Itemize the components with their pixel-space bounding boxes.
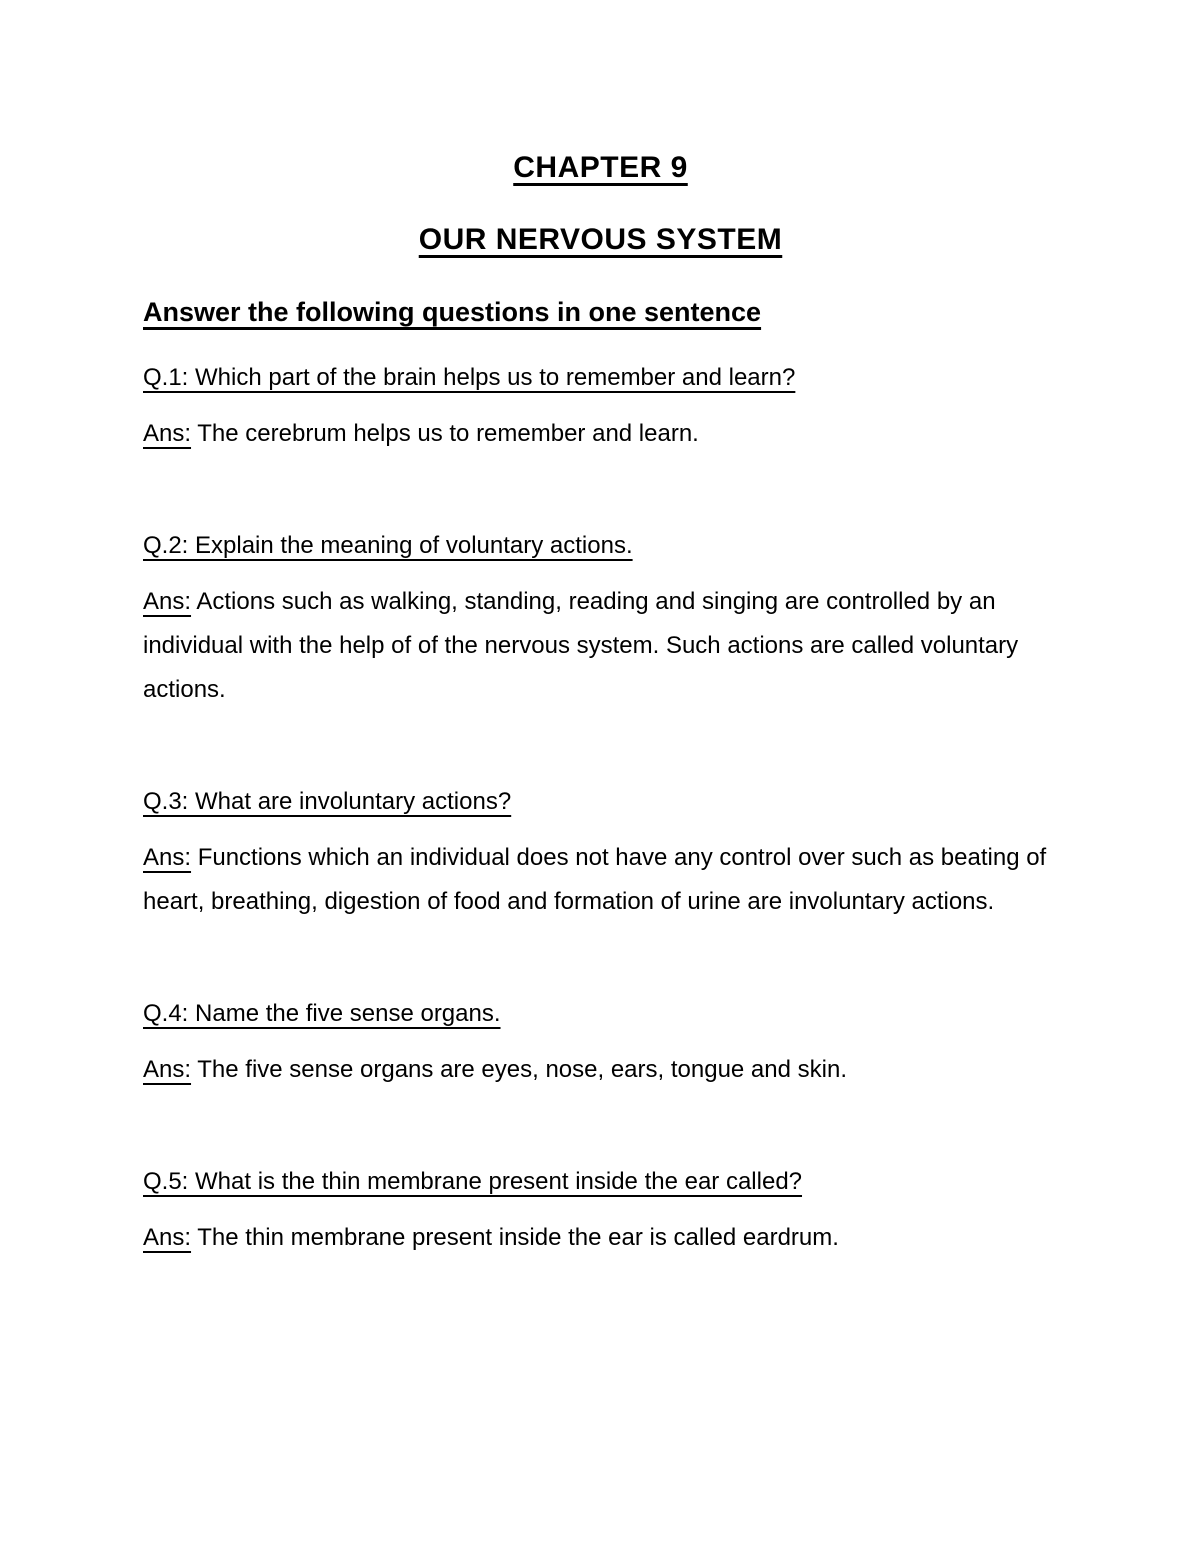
qa-block-3 bbox=[143, 780, 1058, 924]
answer-label: Ans: bbox=[143, 588, 192, 615]
answer-body: Actions such as walking, standing, reading and singing are controlled by an individual with the help of of the nervous system. Such actions are called voluntary actions. bbox=[143, 588, 1019, 703]
question-text: Q.5: What is the thin membrane present inside the ear called? bbox=[143, 1168, 803, 1195]
answer-text bbox=[143, 836, 1058, 924]
document-title: OUR NERVOUS SYSTEM bbox=[418, 223, 783, 256]
answer-body: The thin membrane present inside the ear is called eardrum. bbox=[197, 1224, 839, 1251]
answer-text bbox=[143, 412, 1058, 456]
answer-label: Ans: bbox=[143, 420, 192, 447]
answer-body: Functions which an individual does not have any control over such as beating of heart, breathing, digestion of food and formation of urine are involuntary actions. bbox=[143, 844, 1047, 915]
answer-label: Ans: bbox=[143, 844, 192, 871]
qa-list bbox=[143, 356, 1058, 1260]
qa-block-1 bbox=[143, 356, 1058, 456]
question-text: Q.3: What are involuntary actions? bbox=[143, 788, 512, 815]
question-text: Q.4: Name the five sense organs. bbox=[143, 1000, 501, 1027]
answer-body: The five sense organs are eyes, nose, ears, tongue and skin. bbox=[197, 1056, 847, 1083]
qa-block-4 bbox=[143, 992, 1058, 1092]
answer-body: The cerebrum helps us to remember and learn. bbox=[197, 420, 699, 447]
chapter-title: CHAPTER 9 bbox=[513, 151, 688, 184]
answer-label: Ans: bbox=[143, 1056, 192, 1083]
qa-block-5 bbox=[143, 1160, 1058, 1260]
section-heading: Answer the following questions in one sentence bbox=[143, 297, 762, 327]
question-text: Q.2: Explain the meaning of voluntary actions. bbox=[143, 532, 633, 559]
answer-text bbox=[143, 1216, 1058, 1260]
answer-label: Ans: bbox=[143, 1224, 192, 1251]
answer-text bbox=[143, 580, 1058, 712]
question-text: Q.1: Which part of the brain helps us to remember and learn? bbox=[143, 364, 796, 391]
qa-block-2 bbox=[143, 524, 1058, 712]
answer-text bbox=[143, 1048, 1058, 1092]
